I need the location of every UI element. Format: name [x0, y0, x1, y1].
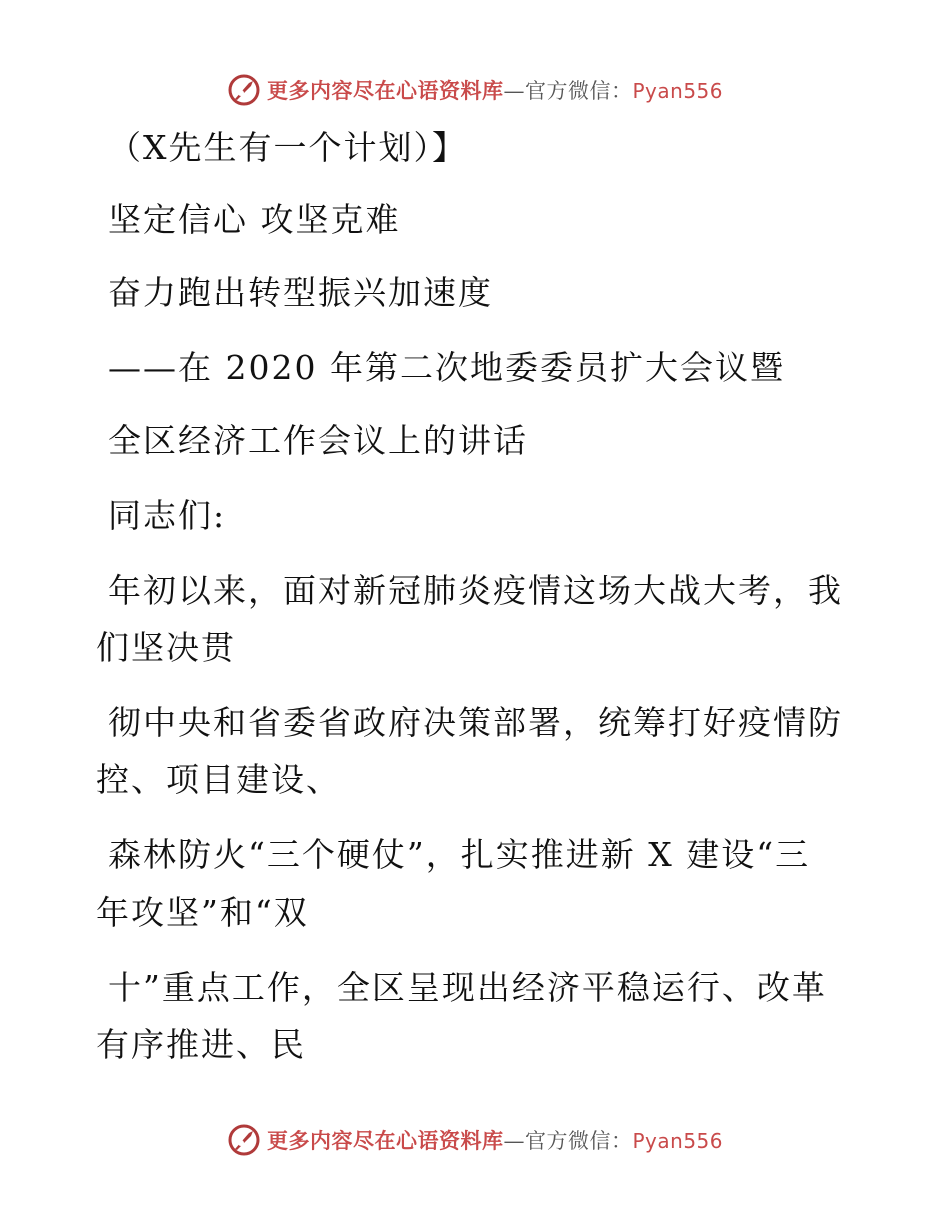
quill-pen-seal-icon: [227, 1123, 261, 1157]
watermark-wechat-id: Pyan556: [632, 79, 723, 103]
doc-line-paragraph: 年攻坚”和“双: [96, 893, 309, 932]
doc-line-subtitle-2: 全区经济工作会议上的讲话: [108, 421, 528, 460]
doc-line-paragraph: 彻中央和省委省政府决策部署，统筹打好疫情防: [108, 703, 843, 742]
doc-line-paragraph: 控、项目建设、: [96, 760, 341, 799]
watermark-brand: 更多内容尽在心语资料库: [266, 1128, 504, 1153]
header-watermark: [0, 70, 950, 110]
doc-line-note: （X先生有一个计划）】: [108, 128, 467, 167]
watermark-brand: 更多内容尽在心语资料库: [266, 78, 504, 103]
watermark-contact-label: 官方微信：: [524, 79, 633, 103]
doc-line-subtitle-1: ——在 2020 年第二次地委委员扩大会议暨: [108, 348, 785, 387]
doc-line-paragraph: 森林防火“三个硬仗”，扎实推进新 X 建设“三: [108, 835, 811, 874]
doc-line-paragraph: 年初以来，面对新冠肺炎疫情这场大战大考，我: [108, 571, 843, 610]
watermark-contact-label: 官方微信：: [524, 1129, 633, 1153]
doc-line-paragraph: 们坚决贯: [96, 628, 236, 667]
quill-pen-seal-icon: [227, 73, 261, 107]
doc-line-title-2: 奋力跑出转型振兴加速度: [108, 273, 493, 312]
doc-line-title-1: 坚定信心 攻坚克难: [108, 200, 401, 239]
watermark-separator: —: [503, 1129, 525, 1153]
doc-line-paragraph: 有序推进、民: [96, 1025, 306, 1064]
watermark-wechat-id: Pyan556: [632, 1129, 723, 1153]
footer-watermark: [0, 1120, 950, 1160]
doc-line-paragraph: 十”重点工作，全区呈现出经济平稳运行、改革: [108, 968, 827, 1007]
watermark-separator: —: [503, 79, 525, 103]
doc-line-salutation: 同志们:: [108, 496, 227, 535]
